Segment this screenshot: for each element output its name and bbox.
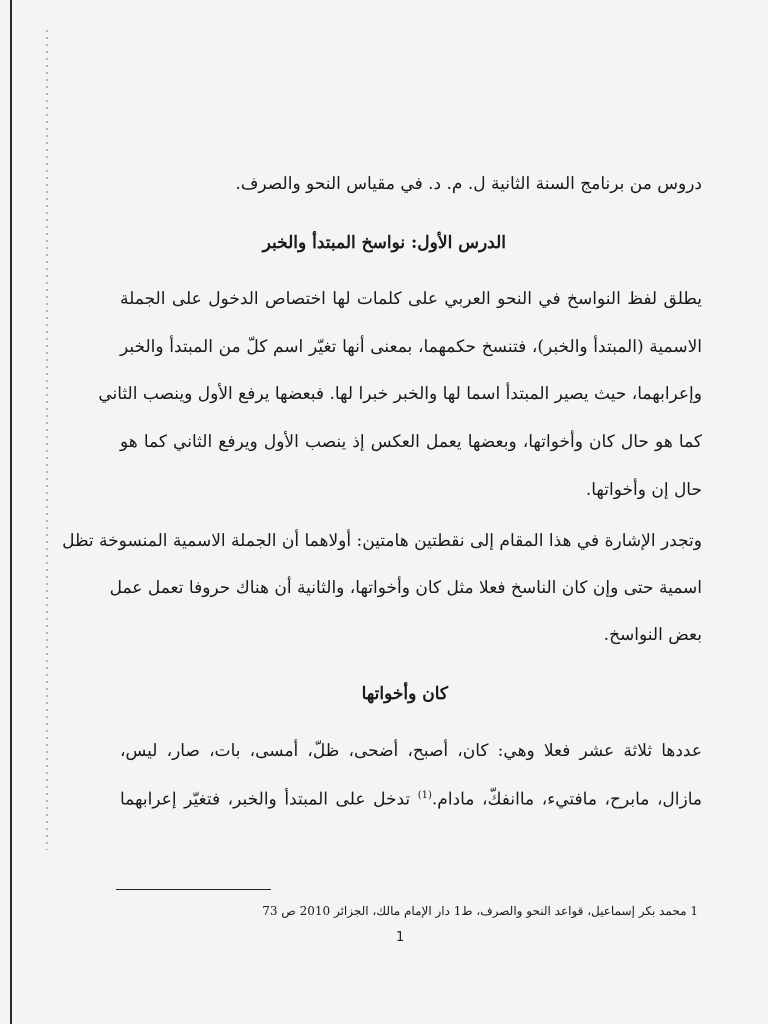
paragraph3-line2 [120,791,702,809]
paragraph1-line3: وإعرابهما، حيث يصير المبتدأ اسما لها والخبر خبرا لها. فبعضها يرفع الأول وينصب الثاني [98,384,702,404]
binding-margin-line [10,0,12,1024]
paragraph2-line1: وتجدر الإشارة في هذا المقام إلى نقطتين هامتين: أولاهما أن الجملة الاسمية المنسوخة تظل [62,531,702,551]
paragraph2-line2: اسمية حتى وإن كان الناسخ فعلا مثل كان وأخواتها، والثانية أن هناك حروفا تعمل عمل [109,578,702,598]
paragraph1-line1: يطلق لفظ النواسخ في النحو العربي على كلمات لها اختصاص الدخول على الجملة [120,289,702,309]
page-number: 1 [396,930,405,945]
footnote-reference: (1) [417,790,432,801]
paragraph1-line5: حال إن وأخواتها. [585,480,702,500]
section-heading: كان وأخواتها [361,684,448,704]
scan-dot-column [46,30,48,850]
footnote-separator [116,889,271,890]
document-title: دروس من برنامج السنة الثانية ل. م. د. في مقياس النحو والصرف. [235,174,702,194]
lesson-heading: الدرس الأول: نواسخ المبتدأ والخبر [262,233,506,253]
paragraph3-line2-tail: تدخل على المبتدأ والخبر، فتغيّر إعرابهما [120,789,411,810]
paragraph1-line4: كما هو حال كان وأخواتها، وبعضها يعمل العكس إذ ينصب الأول ويرفع الثاني كما هو [120,432,702,452]
paragraph3-line1: عددها ثلاثة عشر فعلا وهي: كان، أصبح، أضحى، ظلّ، أمسى، بات، صار، ليس، [120,741,702,761]
footnote-text: 1 محمد بكر إسماعيل، قواعد النحو والصرف، ط1 دار الإمام مالك، الجزائر 2010 ص 73 [262,904,698,918]
paragraph1-line2: الاسمية (المبتدأ والخبر)، فتنسخ حكمهما، بمعنى أنها تغيّر اسم كلّ من المبتدأ والخبر [120,337,702,357]
paragraph2-line3: بعض النواسخ. [603,625,702,645]
verb-list-end: مازال، مابرح، مافتيء، ماانفكّ، مادام. [431,789,703,810]
